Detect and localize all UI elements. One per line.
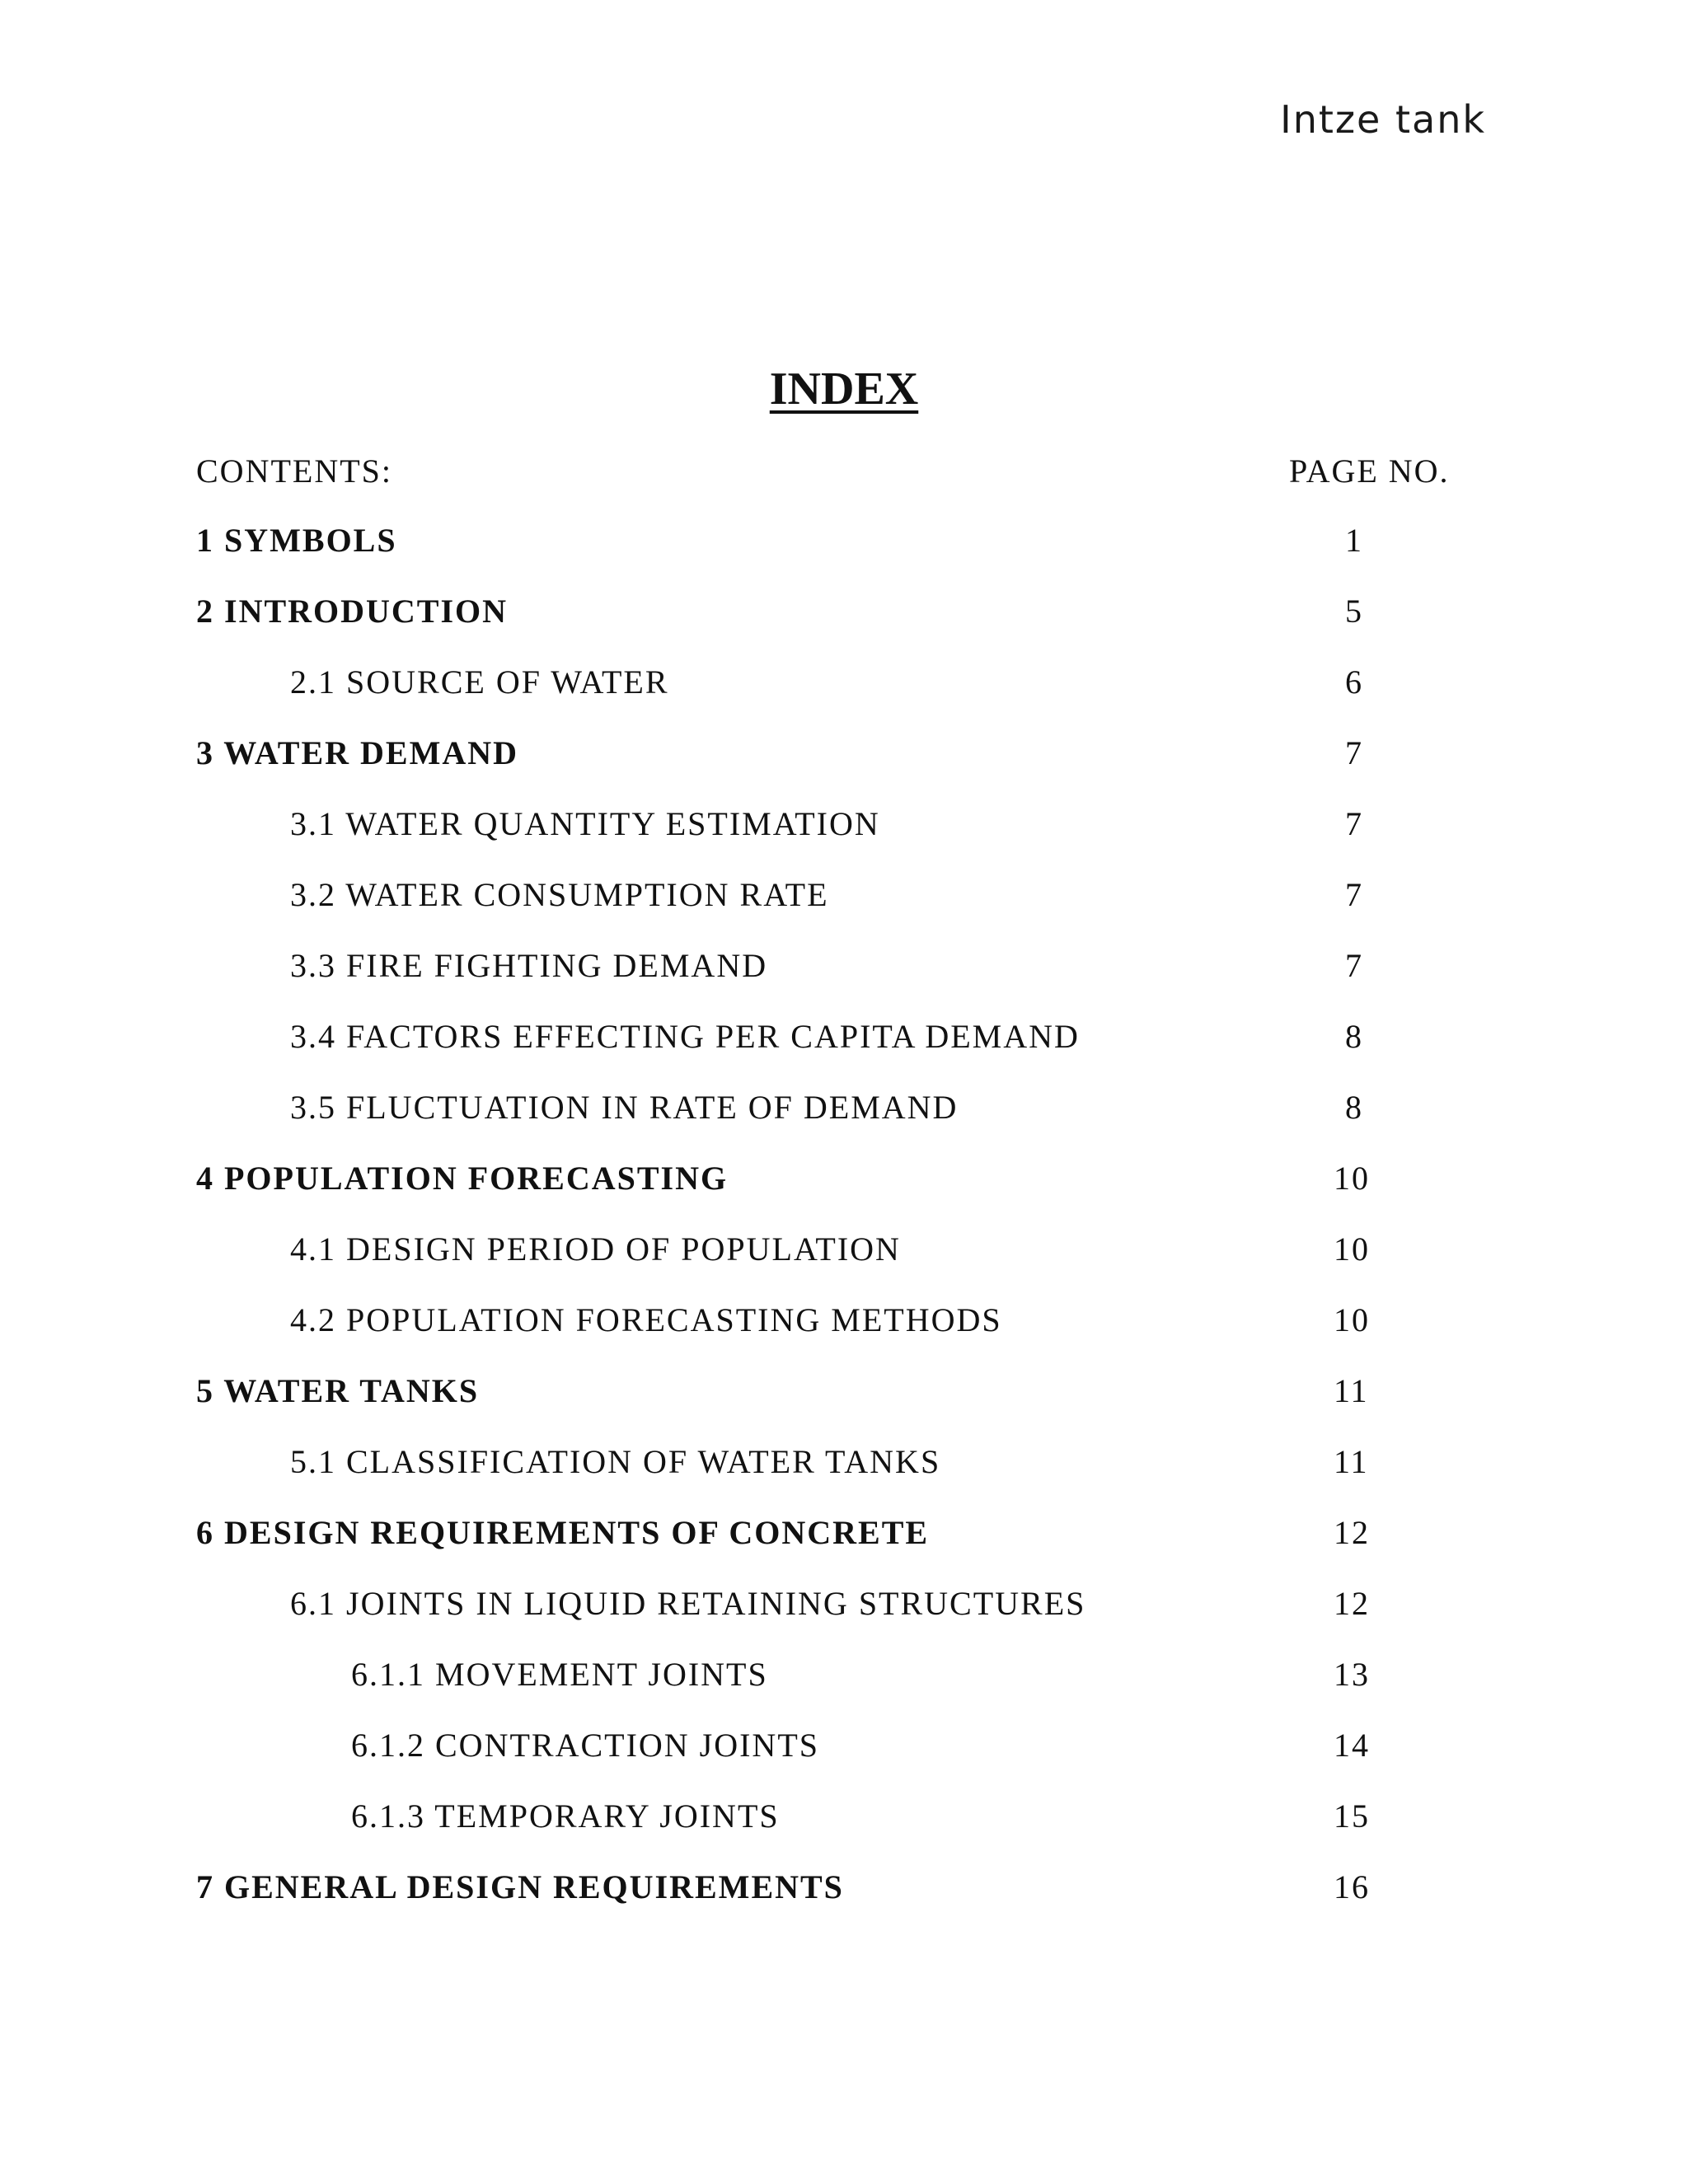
toc-entry-title: 6.1.3 TEMPORARY JOINTS <box>351 1797 780 1835</box>
toc-entry-title: 3.5 FLUCTUATION IN RATE OF DEMAND <box>290 1089 959 1126</box>
toc-entry-page: 13 <box>1334 1656 1370 1693</box>
toc-entry-page: 10 <box>1334 1230 1370 1268</box>
toc-entry-title: 2.1 SOURCE OF WATER <box>290 663 669 701</box>
toc-entry-page: 7 <box>1345 734 1363 771</box>
toc-entry <box>0 1513 1688 1584</box>
toc-entry-page: 15 <box>1334 1797 1370 1835</box>
toc-entry <box>0 804 1688 875</box>
toc-entry-title: 1 SYMBOLS <box>196 522 397 559</box>
toc-entry-title: 3.2 WATER CONSUMPTION RATE <box>290 876 829 913</box>
toc-entry <box>0 1017 1688 1088</box>
toc-entry-page: 12 <box>1334 1514 1370 1551</box>
toc-entry <box>0 663 1688 733</box>
toc-entry <box>0 592 1688 663</box>
toc-entry-page: 5 <box>1345 593 1363 630</box>
toc-entry-page: 12 <box>1334 1585 1370 1622</box>
toc-entry-title: 3 WATER DEMAND <box>196 734 518 771</box>
toc-entry <box>0 733 1688 804</box>
toc-entry-page: 7 <box>1345 876 1363 913</box>
toc-entry-page: 7 <box>1345 805 1363 842</box>
toc-entry-page: 8 <box>1345 1018 1363 1055</box>
toc-entry-title: 3.3 FIRE FIGHTING DEMAND <box>290 947 768 984</box>
toc-entry <box>0 1230 1688 1301</box>
index-title: INDEX <box>769 363 919 415</box>
toc-entry <box>0 1159 1688 1230</box>
toc-entry <box>0 1868 1688 1938</box>
toc-entry <box>0 946 1688 1017</box>
toc-entry-title: 5.1 CLASSIFICATION OF WATER TANKS <box>290 1443 941 1480</box>
toc-entry-page: 10 <box>1334 1160 1370 1197</box>
toc-entry-title: 3.1 WATER QUANTITY ESTIMATION <box>290 805 880 842</box>
toc-entry <box>0 1726 1688 1797</box>
toc-entry-title: 4.2 POPULATION FORECASTING METHODS <box>290 1301 1002 1338</box>
toc-entry-title: 5 WATER TANKS <box>196 1372 480 1409</box>
toc-entry-page: 8 <box>1345 1089 1363 1126</box>
toc-entry-title: 4 POPULATION FORECASTING <box>196 1160 729 1197</box>
toc-entry-title: 6.1.1 MOVEMENT JOINTS <box>351 1656 768 1693</box>
toc-entry-title: 2 INTRODUCTION <box>196 593 509 630</box>
toc-entry-title: 6 DESIGN REQUIREMENTS OF CONCRETE <box>196 1514 930 1551</box>
toc-entry-title: 7 GENERAL DESIGN REQUIREMENTS <box>196 1868 844 1905</box>
running-header: Intze tank <box>1280 97 1486 142</box>
toc-entry <box>0 521 1688 592</box>
toc-entry-title: 4.1 DESIGN PERIOD OF POPULATION <box>290 1230 901 1268</box>
toc-list <box>0 521 1688 1938</box>
toc-entry-page: 14 <box>1334 1727 1370 1764</box>
toc-entry-page: 6 <box>1345 663 1363 701</box>
toc-entry <box>0 875 1688 946</box>
toc-entry <box>0 1797 1688 1868</box>
toc-entry-title: 3.4 FACTORS EFFECTING PER CAPITA DEMAND <box>290 1018 1080 1055</box>
toc-entry <box>0 1655 1688 1726</box>
toc-entry-title: 6.1 JOINTS IN LIQUID RETAINING STRUCTURES <box>290 1585 1086 1622</box>
toc-entry <box>0 1584 1688 1655</box>
toc-entry-page: 7 <box>1345 947 1363 984</box>
page-no-label: PAGE NO. <box>1289 452 1450 490</box>
toc-entry-page: 11 <box>1334 1372 1369 1409</box>
toc-entry-page: 10 <box>1334 1301 1370 1338</box>
toc-entry-page: 11 <box>1334 1443 1369 1480</box>
toc-entry <box>0 1442 1688 1513</box>
toc-entry <box>0 1371 1688 1442</box>
toc-entry <box>0 1301 1688 1371</box>
toc-column-headers <box>0 452 1688 491</box>
toc-entry-page: 16 <box>1334 1868 1370 1905</box>
toc-entry-title: 6.1.2 CONTRACTION JOINTS <box>351 1727 819 1764</box>
contents-label: CONTENTS: <box>196 452 392 490</box>
toc-entry-page: 1 <box>1345 522 1363 559</box>
toc-entry <box>0 1088 1688 1159</box>
